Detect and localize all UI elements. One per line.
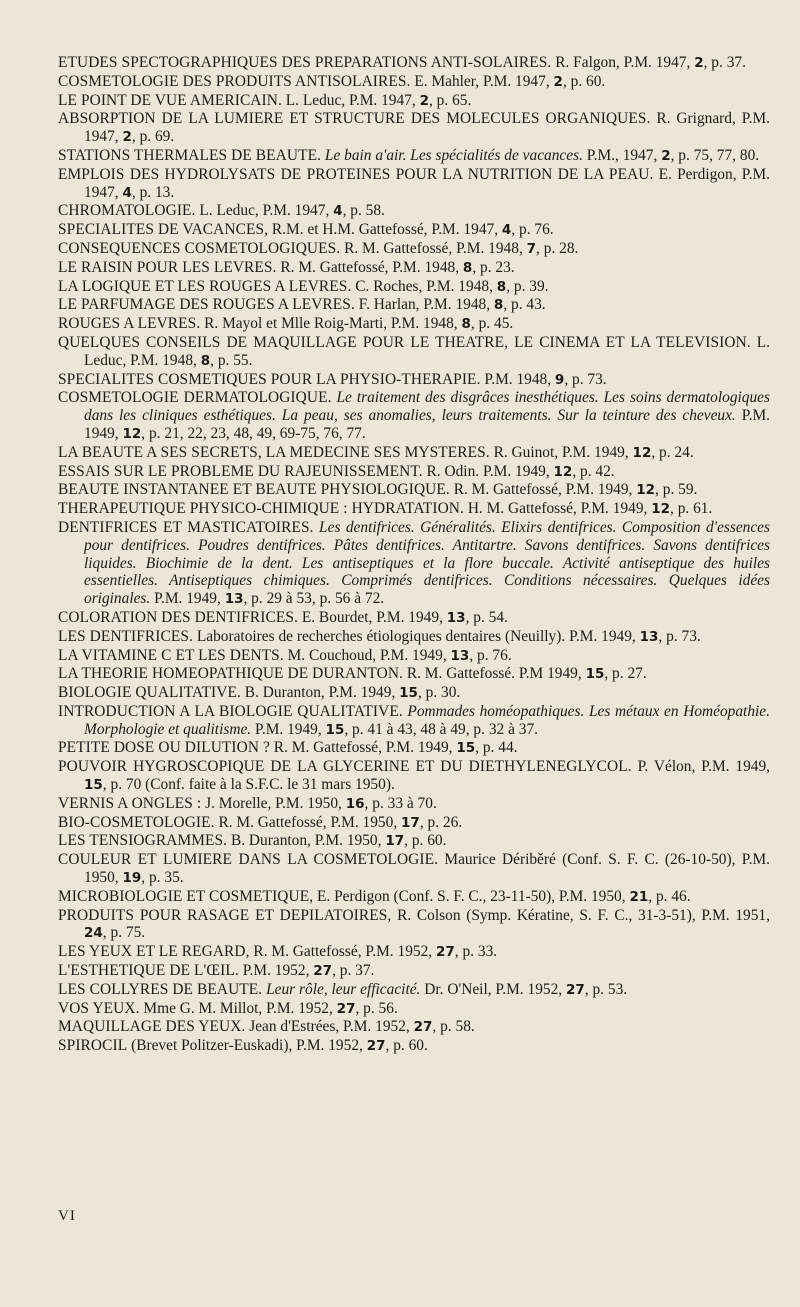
entry-issue-number: 8 [461,316,471,333]
entry-pages: , p. 75. [102,924,146,942]
entry-issue-number: 27 [435,944,455,961]
bibliography-entry [58,981,770,1000]
entry-issue-number: 12 [651,501,671,518]
bibliography-entry [58,888,770,907]
entry-pages: , p. 58. [342,202,385,220]
bibliography-entry [58,371,770,390]
entry-issue-number: 4 [122,184,132,201]
entry-detail: E. Perdigon (Conf. S. F. C., 23-11-50), P.M. 1950, [313,887,630,905]
entry-pages: , p. 75, 77, 80. [670,146,760,164]
entry-title: LES COLLYRES DE BEAUTE. [58,980,263,998]
entry-title: COSMETOLOGIE DERMATOLOGIQUE. [58,389,332,407]
entry-detail: L. Leduc, P.M. 1947, [195,202,334,220]
entry-detail: R. Odin. P.M. 1949, [422,462,554,480]
entry-title: ESSAIS SUR LE PROBLEME DU RAJEUNISSEMENT. [58,462,423,480]
entry-detail: Dr. O'Neil, P.M. 1952, [420,980,566,998]
entry-issue-number: 27 [565,981,585,998]
entry-pages: , p. 43. [503,296,546,314]
entry-issue-number: 8 [200,352,211,369]
bibliography-entry [58,1018,770,1037]
entry-issue-number: 16 [345,795,365,812]
entry-title: VERNIS A ONGLES : [58,794,202,812]
entry-pages: , p. 76. [511,221,554,239]
entry-title: LA LOGIQUE ET LES ROUGES A LEVRES. [58,277,352,295]
bibliography-entry [58,240,770,259]
entry-issue-number: 13 [450,647,470,664]
entry-pages: , p. 23. [472,258,515,276]
entry-title: BIO-COSMETOLOGIE. [58,813,215,831]
bibliography-entry [58,943,770,962]
entry-title: BEAUTE INSTANTANEE ET BEAUTE PHYSIOLOGIQUE. [58,481,450,499]
entry-pages: , p. 30. [417,684,461,702]
entry-detail: R. Mayol et Mlle Roig-Marti, P.M. 1948, [200,315,462,333]
bibliography-entry [58,334,770,371]
bibliography-entry [58,278,770,297]
entry-title: CONSEQUENCES COSMETOLOGIQUES. [58,239,341,257]
entry-title: ROUGES A LEVRES. [58,315,201,333]
bibliography-entry [58,389,770,443]
entry-pages: , p. 41 à 43, 48 à 49, p. 32 à 37. [344,720,538,738]
entry-pages: , p. 39. [506,277,549,295]
entry-detail: R.M. et H.M. Gattefossé, P.M. 1947, [268,221,502,239]
entry-detail: R. Falgon, P.M. 1947, [551,54,695,71]
entry-pages: , p. 53. [584,980,628,998]
entry-pages: , p. 37. [703,54,746,71]
bibliography-entry [58,795,770,814]
entry-pages: , p. 55. [210,351,253,369]
entry-pages: , p. 26. [419,813,463,831]
bibliography-entry [58,1037,770,1056]
entry-pages: , p. 58. [432,1018,475,1036]
bibliography-entry [58,481,770,500]
entry-title: LES TENSIOGRAMMES. [58,832,228,850]
entry-subtitle: Le bain a'air. Les spécialités de vacances. [321,146,583,164]
entry-issue-number: 15 [456,740,476,757]
entry-detail: F. Harlan, P.M. 1948, [354,296,494,314]
entry-issue-number: 17 [385,833,405,850]
entry-title: LA BEAUTE A SES SECRETS, LA MEDECINE SES MYSTERES. [58,443,490,461]
entry-title: COULEUR ET LUMIERE DANS LA COSMETOLOGIE. [58,851,439,869]
entry-title: SPECIALITES COSMETIQUES POUR LA PHYSIO-THERAPIE. [58,370,481,388]
entry-pages: , p. 44. [475,739,518,757]
entry-detail: E. Bourdet, P.M. 1949, [297,608,447,626]
bibliography-entry [58,500,770,519]
bibliography-entry [58,73,770,92]
entry-pages: , p. 27. [604,665,647,683]
bibliography-entry [58,814,770,833]
entry-title: ABSORPTION DE LA LUMIERE ET STRUCTURE DES MOLECULES ORGANIQUES. [58,110,651,128]
entry-title: MAQUILLAGE DES YEUX. [58,1018,246,1036]
entry-pages: , p. 73. [658,627,701,645]
entry-issue-number: 15 [399,685,418,702]
entry-detail: R. M. Gattefossé, P.M. 1949, [269,739,457,757]
entry-detail: M. Couchoud, P.M. 1949, [283,646,451,664]
bibliography-entry [58,110,770,147]
entry-title: COLORATION DES DENTIFRICES. [58,608,298,626]
entry-issue-number: 12 [122,425,142,442]
entry-issue-number: 12 [553,463,573,480]
bibliography-entry [58,166,770,203]
entry-detail: L. Leduc, P.M. 1947, [281,91,420,109]
entry-issue-number: 15 [585,666,605,683]
entry-issue-number: 2 [553,73,563,90]
page-number: VI [58,1208,76,1224]
entry-pages: , p. 33. [454,943,498,961]
entry-detail: Jean d'Estrées, P.M. 1952, [245,1018,414,1036]
entry-pages: , p. 24. [651,443,694,461]
entry-detail: Maurice Dériběré (Conf. S. F. C. (26-10-50), P.M. 1950, [84,851,771,887]
entry-title: LA THEORIE HOMEOPATHIQUE DE DURANTON. [58,665,403,683]
bibliography-entry [58,296,770,315]
entry-issue-number: 12 [636,482,656,499]
entry-issue-number: 2 [694,55,704,71]
entry-pages: , p. 60. [385,1037,428,1055]
entry-title: SPECIALITES DE VACANCES, [58,221,269,239]
entry-detail: Mme G. M. Millot, P.M. 1952, [139,999,337,1017]
entry-detail: P. Vélon, P.M. 1949, [631,758,770,776]
entry-issue-number: 27 [413,1019,433,1036]
bibliography-entry [58,907,770,944]
entry-title: EMPLOIS DES HYDROLYSATS DE PROTEINES POUR LA NUTRITION DE LA PEAU. [58,165,654,183]
bibliography-entry [58,202,770,221]
entry-title: MICROBIOLOGIE ET COSMETIQUE, [58,887,314,905]
bibliography-entry [58,832,770,851]
entry-pages: , p. 37. [332,962,375,980]
entry-issue-number: 2 [122,129,132,146]
entry-pages: , p. 28. [536,239,579,257]
entry-detail: P.M. 1949, [84,407,770,442]
entry-issue-number: 8 [493,297,504,314]
entry-pages: , p. 56. [355,999,398,1017]
entry-title: ETUDES SPECTOGRAPHIQUES DES PREPARATIONS ANTI-SOLAIRES. [58,54,552,71]
entry-issue-number: 27 [313,963,333,980]
entry-pages: , p. 33 à 70. [364,794,437,812]
bibliography-entry [58,758,770,795]
entry-pages: , p. 60. [562,72,606,90]
entry-title: PETITE DOSE OU DILUTION ? [58,739,270,757]
entry-title: VOS YEUX. [58,999,140,1017]
entry-title: SPIROCIL [58,1037,128,1055]
entry-title: STATIONS THERMALES DE BEAUTE. [58,146,322,164]
entry-issue-number: 7 [526,240,537,257]
entry-title: LES DENTIFRICES. [58,627,193,645]
entry-issue-number: 8 [496,278,507,295]
bibliography-entry [58,703,770,740]
entry-issue-number: 4 [333,203,343,220]
entry-detail: (Brevet Politzer-Euskadi), P.M. 1952, [127,1037,367,1055]
entry-detail: P.M. 1949, [251,720,326,738]
bibliography-entry [58,463,770,482]
entry-issue-number: 8 [462,259,473,276]
entry-pages: , p. 35. [141,869,184,887]
entry-title: LE RAISIN POUR LES LEVRES. [58,258,277,276]
entry-pages: , p. 21, 22, 23, 48, 49, 69-75, 76, 77. [141,424,366,442]
entry-detail: R. Colson (Symp. Kératine, S. F. C., 31-3-51), P.M. 1951, [391,906,770,924]
entry-detail: P.M., 1947, [582,146,662,164]
bibliography-entry [58,739,770,758]
entry-detail: L. Leduc, P.M. 1948, [84,333,770,369]
entry-title: L'ESTHETIQUE DE L'ŒIL. [58,962,239,980]
entry-issue-number: 15 [325,721,345,738]
entry-issue-number: 12 [632,444,652,461]
bibliography-entry [58,609,770,628]
entry-detail: E. Mahler, P.M. 1947, [410,72,554,90]
entry-detail: P.M. 1949, [150,590,225,608]
entry-detail: E. Perdigon, P.M. 1947, [84,165,770,201]
entry-title: PRODUITS POUR RASAGE ET DEPILATOIRES, [58,906,392,924]
bibliography-entry [58,684,770,703]
entry-detail: R. M. Gattefossé, P.M. 1949, [449,481,637,499]
entry-title: DENTIFRICES ET MASTICATOIRES. [58,518,314,536]
entry-issue-number: 2 [661,147,671,164]
entry-issue-number: 13 [446,609,466,626]
entry-title: CHROMATOLOGIE. [58,202,196,220]
entry-subtitle: Leur rôle, leur efficacité. [262,980,421,998]
entry-issue-number: 17 [401,814,420,831]
entry-title: LE PARFUMAGE DES ROUGES A LEVRES. [58,296,355,314]
entry-detail: R. M. Gattefossé, P.M. 1950, [214,813,402,831]
entry-pages: , p. 13. [131,183,175,201]
entry-detail: B. Duranton, P.M. 1949, [240,684,400,702]
entry-title: LA VITAMINE C ET LES DENTS. [58,646,284,664]
bibliography-entry [58,628,770,647]
entry-pages: , p. 65. [428,91,472,109]
entry-title: THERAPEUTIQUE PHYSICO-CHIMIQUE : HYDRATATION. [58,500,464,518]
entry-pages: , p. 73. [564,370,607,388]
bibliography-list [58,54,770,1056]
entry-detail: Laboratoires de recherches étiologiques dentaires (Neuilly). P.M. 1949, [193,627,640,645]
entry-issue-number: 4 [501,222,512,239]
entry-pages: , p. 46. [648,887,691,905]
entry-detail: R. Guinot, P.M. 1949, [489,443,633,461]
entry-title: BIOLOGIE QUALITATIVE. [58,684,241,702]
entry-issue-number: 2 [419,92,429,109]
bibliography-entry [58,259,770,278]
entry-issue-number: 27 [336,1000,356,1017]
entry-issue-number: 19 [122,870,142,887]
entry-pages: , p. 60. [404,832,447,850]
bibliography-entry [58,851,770,888]
entry-pages: , p. 42. [572,462,615,480]
bibliography-entry [58,1000,770,1019]
entry-issue-number: 13 [639,628,659,645]
entry-pages: , p. 54. [465,608,508,626]
entry-title: LE POINT DE VUE AMERICAIN. [58,91,282,109]
bibliography-entry [58,962,770,981]
entry-subtitle: Les dentifrices. Généralités. Elixirs dentifrices. Composition d'essences pour dentifrices. Poudres dentifrices. Pâtes dentifrices. Antitartre. Savons dentifrices. Savons dentifrices liquides. Biochimie de la dent. Les antiseptiques et la flore buccale. Activité antiseptique des huiles essentielles. Antiseptiques chimiques. Comprimés dentifrices. Conditions nécessaires. Quelques idées originales. [84,518,770,608]
bibliography-entry [58,221,770,240]
bibliography-entry [58,92,770,111]
entry-issue-number: 24 [84,925,103,942]
bibliography-entry [58,519,770,609]
entry-detail: C. Roches, P.M. 1948, [351,277,497,295]
entry-issue-number: 13 [224,591,244,608]
entry-issue-number: 27 [366,1038,386,1055]
entry-detail: J. Morelle, P.M. 1950, [201,794,346,812]
entry-subtitle: Pommades homéopathiques. Les métaux en Homéopathie. Morphologie et qualitisme. [84,702,770,738]
entry-title: LES YEUX ET LE REGARD, [58,943,250,961]
entry-detail: R. M. Gattefossé. P.M 1949, [403,665,586,683]
bibliography-entry [58,647,770,666]
entry-detail: R. M. Gattefossé, P.M. 1952, [249,943,436,961]
entry-detail: R. Grignard, P.M. 1947, [84,110,770,146]
entry-issue-number: 9 [554,371,565,388]
entry-pages: , p. 29 à 53, p. 56 à 72. [243,590,385,608]
entry-detail: P.M. 1952, [238,962,314,980]
entry-pages: , p. 61. [670,500,713,518]
bibliography-entry [58,147,770,166]
entry-detail: H. M. Gattefossé, P.M. 1949, [463,500,652,518]
bibliography-entry [58,444,770,463]
entry-detail: B. Duranton, P.M. 1950, [227,832,386,850]
bibliography-entry [58,665,770,684]
entry-detail: R. M. Gattefossé, P.M. 1948, [340,239,527,257]
entry-issue-number: 21 [629,888,649,905]
entry-pages: , p. 45. [470,315,514,333]
entry-pages: , p. 59. [655,481,698,499]
entry-issue-number: 15 [84,777,103,794]
entry-subtitle: Le traitement des disgrâces inesthétiques. Les soins dermatologiques dans les cliniques esthétiques. La peau, ses anomalies, leurs traitements. Sur la teinture des cheveux. [84,389,771,425]
bibliography-entry [58,54,770,73]
entry-pages: , p. 76. [469,646,512,664]
entry-pages: , p. 69. [131,128,175,146]
entry-title: INTRODUCTION A LA BIOLOGIE QUALITATIVE. [58,702,403,720]
entry-title: POUVOIR HYGROSCOPIQUE DE LA GLYCERINE ET DU DIETHYLENEGLYCOL. [58,758,632,776]
entry-title: COSMETOLOGIE DES PRODUITS ANTISOLAIRES. [58,72,411,90]
entry-detail: R. M. Gattefossé, P.M. 1948, [276,258,463,276]
entry-pages: , p. 70 (Conf. faite à la S.F.C. le 31 mars 1950). [102,776,395,794]
entry-detail: P.M. 1948, [480,370,555,388]
bibliography-entry [58,315,770,334]
entry-title: QUELQUES CONSEILS DE MAQUILLAGE POUR LE THEATRE, LE CINEMA ET LA TELEVISION. [58,333,751,351]
